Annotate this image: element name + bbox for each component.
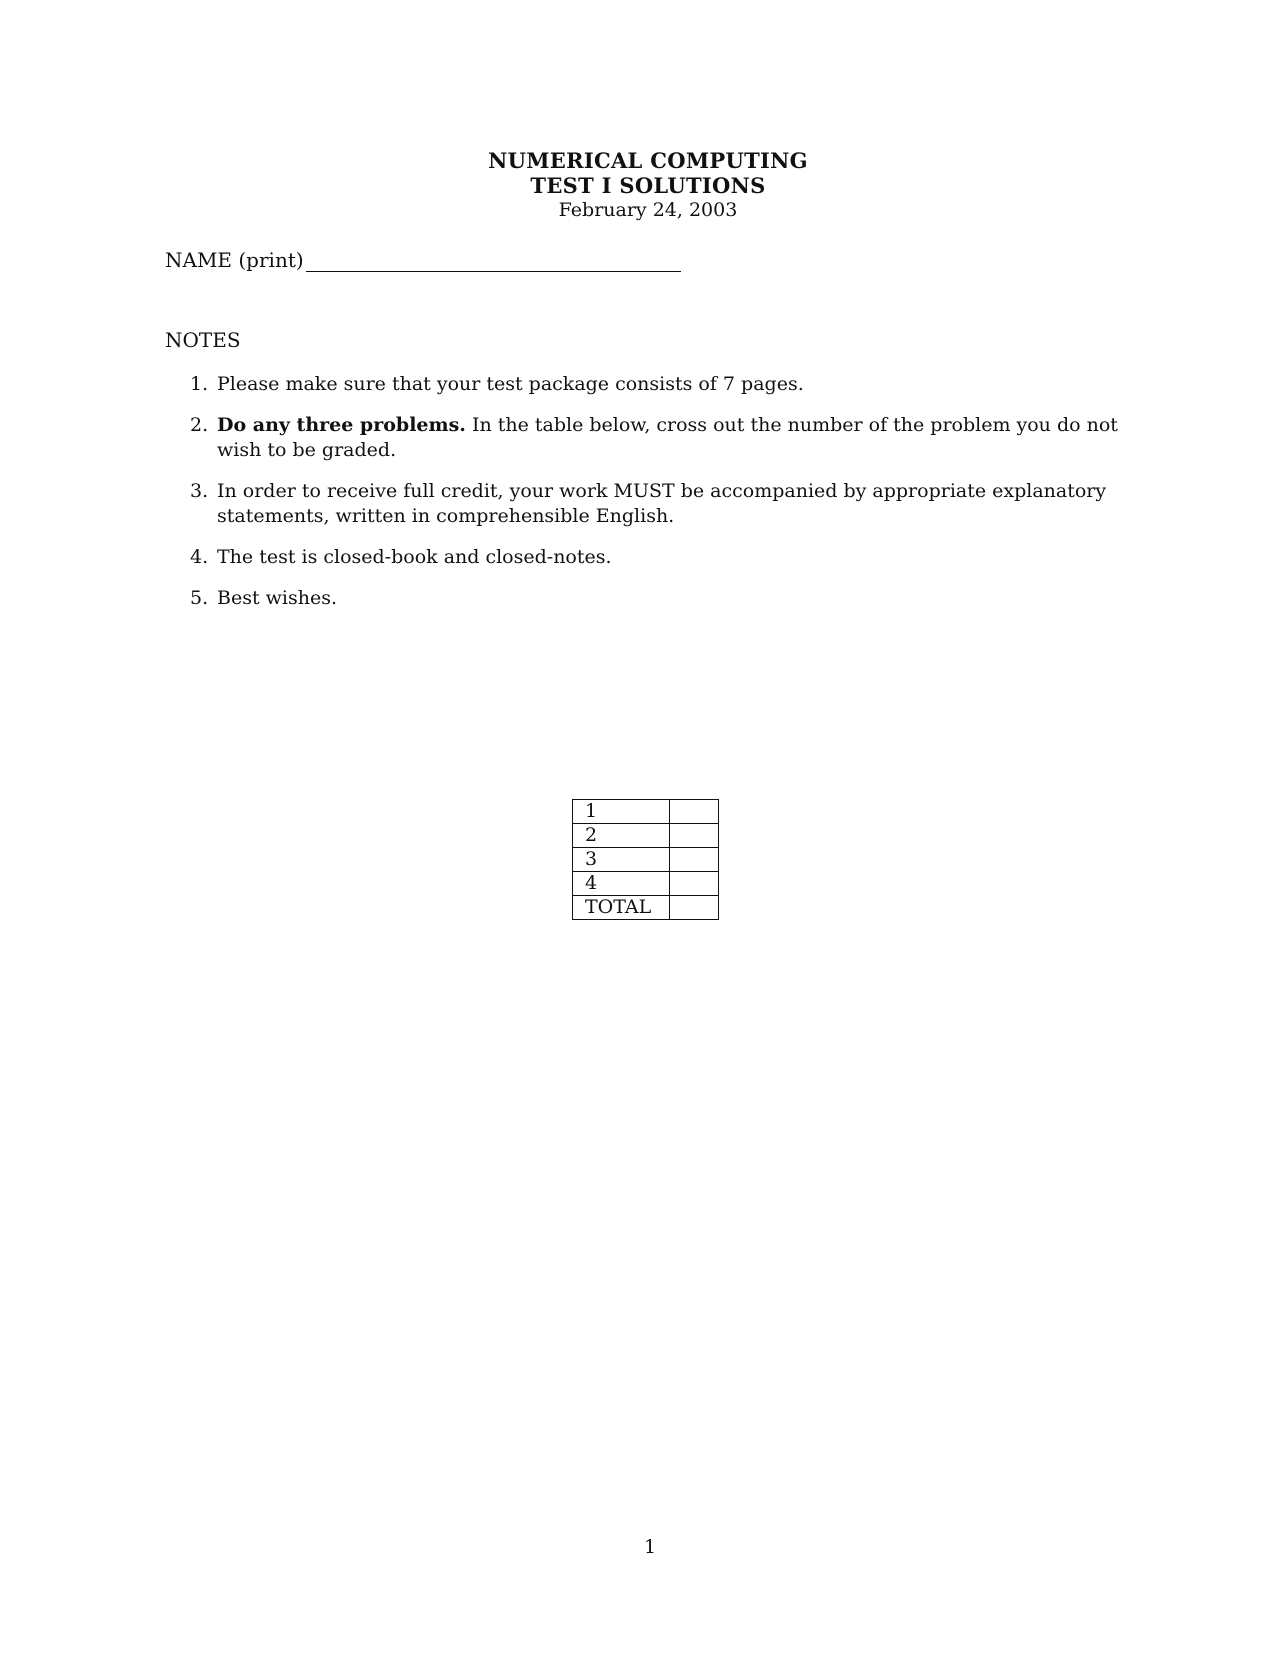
score-cell	[670, 848, 719, 872]
note-text	[217, 545, 1145, 570]
name-label: NAME (print)	[165, 248, 304, 272]
table-row	[573, 800, 719, 824]
note-number: 1.	[190, 373, 209, 395]
score-cell	[670, 824, 719, 848]
table-row	[573, 848, 719, 872]
table-row	[573, 824, 719, 848]
note-text	[217, 413, 1145, 463]
test-date: February 24, 2003	[558, 199, 738, 221]
note-body-text: In order to receive full credit, your work MUST be accompanied by appropriate explanatory statements, written in comprehensible English.	[217, 480, 1107, 527]
note-text	[217, 372, 1145, 397]
total-score-cell	[670, 896, 719, 920]
table-row	[573, 896, 719, 920]
note-number: 5.	[190, 587, 209, 609]
note-body-text: In the table below, cross out the number of the problem you do not wish to be graded.	[217, 414, 1118, 461]
note-text	[217, 586, 1145, 611]
document-header	[0, 148, 1280, 223]
note-item	[190, 372, 1145, 397]
note-number: 2.	[190, 414, 209, 436]
note-body-text: Best wishes.	[217, 587, 337, 609]
course-title: NUMERICAL COMPUTING	[488, 148, 808, 173]
note-number: 4.	[190, 546, 209, 568]
note-text	[217, 479, 1145, 529]
name-field	[165, 248, 681, 272]
note-item	[190, 479, 1145, 529]
problem-label: 4	[573, 872, 670, 896]
problem-label: 3	[573, 848, 670, 872]
score-cell	[670, 872, 719, 896]
notes-heading: NOTES	[165, 328, 241, 352]
note-body-text: The test is closed-book and closed-notes.	[217, 546, 612, 568]
note-item	[190, 586, 1145, 611]
name-blank-line	[306, 249, 681, 272]
score-cell	[670, 800, 719, 824]
notes-list	[190, 372, 1145, 627]
page-number: 1	[643, 1536, 657, 1558]
test-title: TEST I SOLUTIONS	[530, 173, 766, 198]
score-table	[572, 799, 719, 920]
problem-label: 1	[573, 800, 670, 824]
note-body-text: Please make sure that your test package consists of 7 pages.	[217, 373, 804, 395]
note-number: 3.	[190, 480, 209, 502]
note-bold-text: Do any three problems.	[217, 414, 466, 436]
problem-label: 2	[573, 824, 670, 848]
total-label: TOTAL	[573, 896, 670, 920]
note-item	[190, 545, 1145, 570]
table-row	[573, 872, 719, 896]
note-item	[190, 413, 1145, 463]
